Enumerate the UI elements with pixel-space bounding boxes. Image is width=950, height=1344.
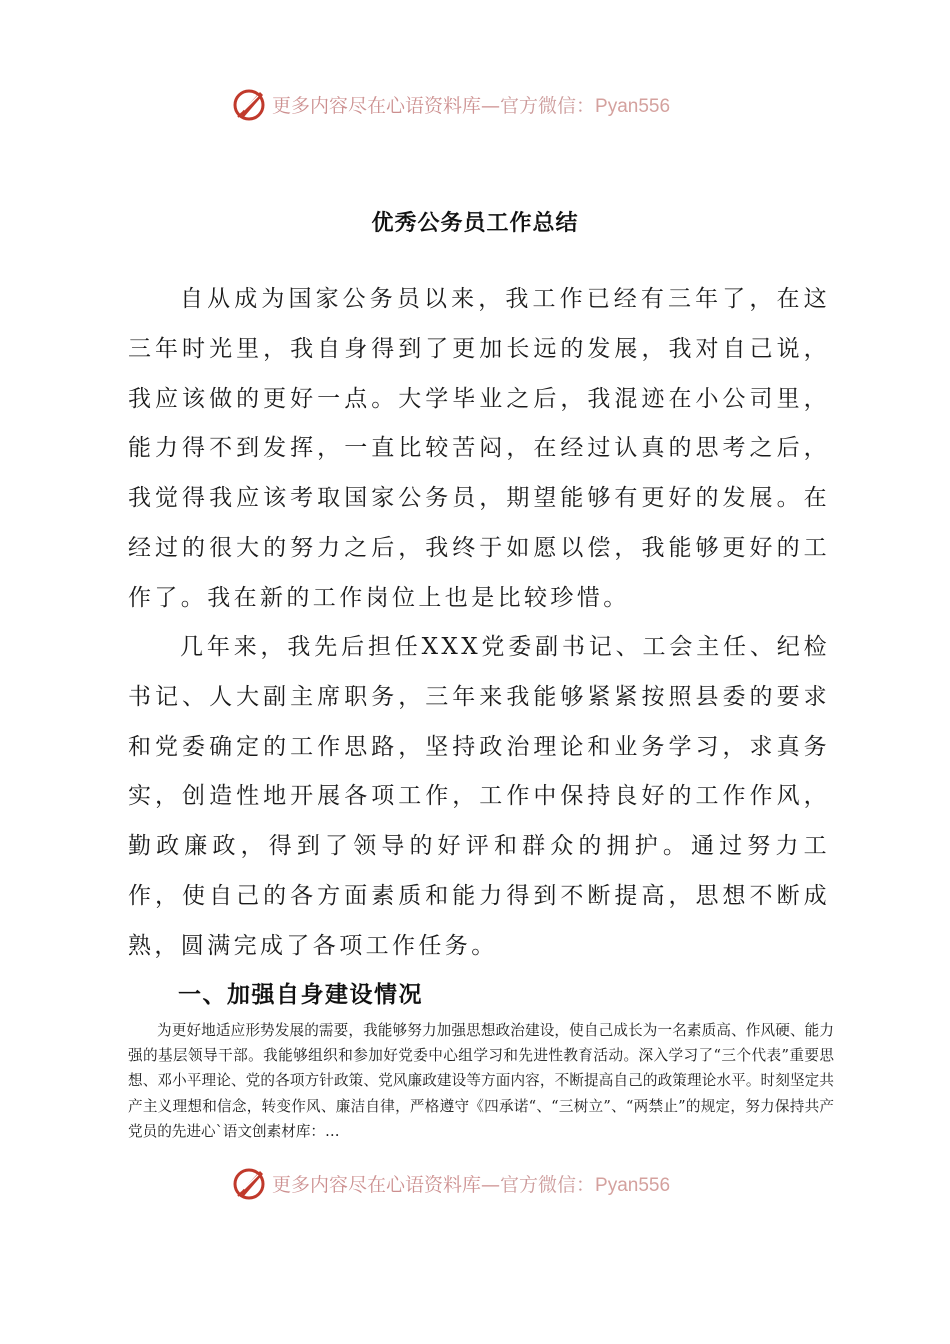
watermark-wechat-id: Pyan556 (595, 95, 671, 117)
watermark-dash: — (481, 1173, 501, 1196)
section-paragraph: 为更好地适应形势发展的需要，我能够努力加强思想政治建设，使自己成长为一名素质高、作风硬、能力强的基层领导干部。我能够组织和参加好党委中心组学习和先进性教育活动。深入学习了“三个代表”重要思想、邓小平理论、党的各项方针政策、党风廉政建设等方面内容，不断提高自己的政策理论水平。时刻坚定共产主义理想和信念，转变作风、廉洁自律，严格遵守《四承诺“、“三树立”、“两禁止”的规定，努力保持共产党员的先进心`语文创素材库：… (128, 1022, 834, 1140)
watermark-dash: — (481, 94, 501, 117)
document-title: 优秀公务员工作总结 (371, 210, 579, 236)
section-heading: 一、加强自身建设情况 (178, 981, 423, 1008)
watermark-site-name: 更多内容尽在心语资料库 (272, 1173, 482, 1196)
watermark-site-name: 更多内容尽在心语资料库 (272, 94, 482, 117)
paragraph-1: 自从成为国家公务员以来，我工作已经有三年了，在这三年时光里，我自身得到了更加长远的发展，我对自己说，我应该做的更好一点。大学毕业之后，我混迹在小公司里，能力得不到发挥，一直比较苦闷，在经过认真的思考之后，我觉得我应该考取国家公务员，期望能够有更好的发展。在经过的很大的努力之后，我终于如愿以偿，我能够更好的工作了。我在新的工作岗位上也是比较珍惜。 (128, 286, 830, 611)
footer-watermark-banner (230, 1163, 670, 1203)
watermark-wechat-label: 官方微信： (500, 1173, 596, 1196)
watermark-text (272, 1170, 670, 1197)
quill-logo-icon (230, 1163, 270, 1203)
quill-logo-icon (230, 84, 270, 124)
watermark-wechat-id: Pyan556 (595, 1174, 671, 1196)
watermark-text (272, 91, 670, 118)
paragraph-2: 几年来，我先后担任XXX党委副书记、工会主任、纪检书记、人大副主席职务，三年来我能够紧紧按照县委的要求和党委确定的工作思路，坚持政治理论和业务学习，求真务实，创造性地开展各项工作，工作中保持良好的工作作风，勤政廉政，得到了领导的好评和群众的拥护。通过努力工作，使自己的各方面素质和能力得到不断提高，思想不断成熟，圆满完成了各项工作任务。 (128, 634, 830, 959)
watermark-wechat-label: 官方微信： (500, 94, 596, 117)
header-watermark-banner (230, 84, 670, 124)
